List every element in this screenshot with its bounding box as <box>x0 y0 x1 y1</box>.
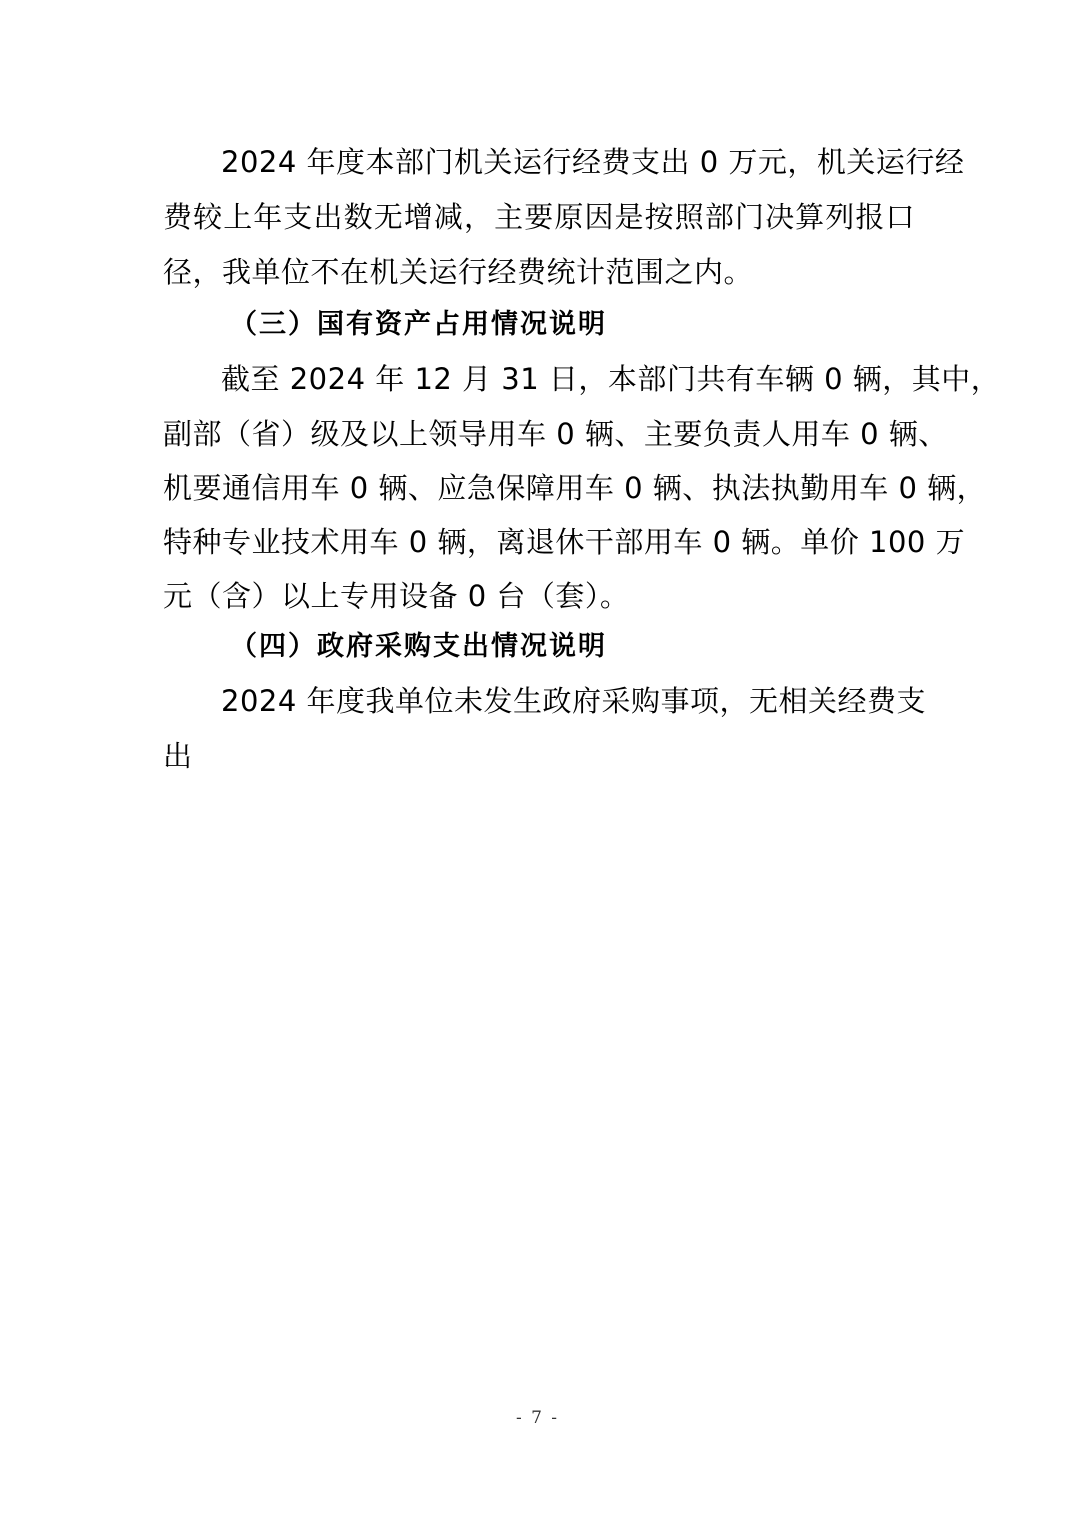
paragraph-line: 截至 2024 年 12 月 31 日，本部门共有车辆 0 辆，其中， <box>221 362 1001 396</box>
paragraph-line: 特种专业技术用车 0 辆，离退休干部用车 0 辆。单价 100 万 <box>163 525 966 559</box>
paragraph-line: 2024 年度本部门机关运行经费支出 0 万元，机关运行经 <box>221 145 965 179</box>
paragraph-line: 元（含）以上专用设备 0 台（套）。 <box>163 579 630 613</box>
paragraph-line: 费较上年支出数无增减，主要原因是按照部门决算列报口 <box>163 200 915 234</box>
paragraph-line: 副部（省）级及以上领导用车 0 辆、主要负责人用车 0 辆、 <box>163 417 948 451</box>
section-heading-government-procurement: （四）政府采购支出情况说明 <box>230 631 607 662</box>
page-number: - 7 - <box>515 1408 560 1428</box>
paragraph-line: 径，我单位不在机关运行经费统计范围之内。 <box>163 255 754 289</box>
section-heading-state-assets: （三）国有资产占用情况说明 <box>230 309 607 340</box>
paragraph-line: 机要通信用车 0 辆、应急保障用车 0 辆、执法执勤用车 0 辆， <box>163 471 987 505</box>
paragraph-line: 2024 年度我单位未发生政府采购事项，无相关经费支 <box>221 684 927 718</box>
paragraph-line: 出 <box>163 739 193 773</box>
